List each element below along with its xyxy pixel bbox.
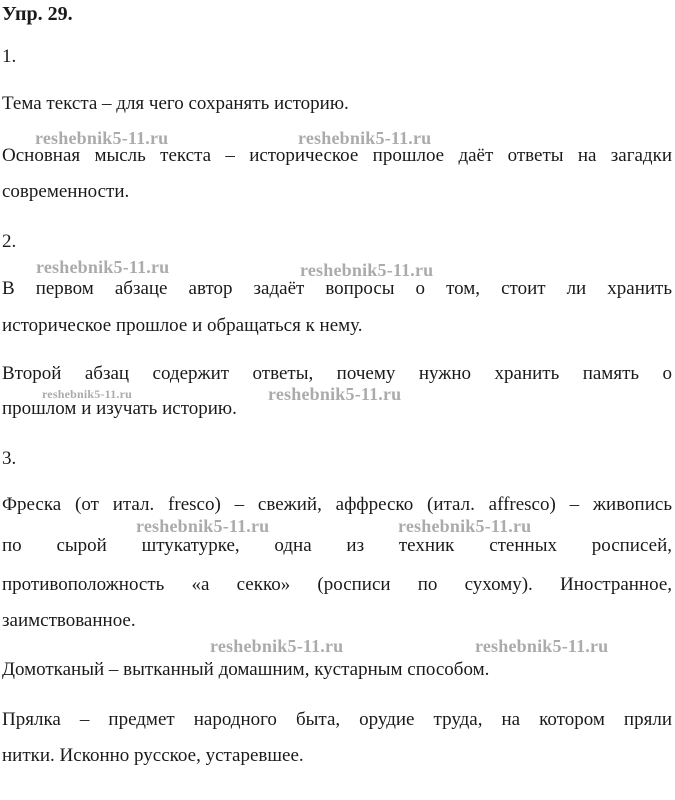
text-line: противоположность «а секко» (росписи по сухому). Иностранное, (2, 574, 672, 595)
text-line: по сырой штукатурке, одна из техник стенных росписей, (2, 535, 672, 556)
section-number: 1. (2, 46, 17, 67)
section-number: 2. (2, 231, 17, 252)
text-line: прошлом и изучать историю. (2, 398, 237, 419)
watermark-text: reshebnik5-11.ru (475, 636, 609, 656)
watermark-text: reshebnik5-11.ru (298, 128, 432, 148)
watermark-text: reshebnik5-11.ru (300, 260, 434, 280)
text-line: Фреска (от итал. fresco) – свежий, аффреско (итал. affresco) – живопись (2, 494, 672, 515)
text-line: Домотканый – вытканный домашним, кустарным способом. (2, 659, 490, 680)
watermark-text: reshebnik5-11.ru (42, 387, 132, 401)
text-line: современности. (2, 181, 130, 202)
text-line: Тема текста – для чего сохранять историю. (2, 93, 349, 114)
watermark-text: reshebnik5-11.ru (210, 636, 344, 656)
exercise-title: Упр. 29. (2, 3, 73, 25)
text-line: Второй абзац содержит ответы, почему нужно хранить память о (2, 363, 672, 384)
text-line: заимствованное. (2, 610, 136, 631)
watermark-text: reshebnik5-11.ru (35, 128, 169, 148)
watermark-text: reshebnik5-11.ru (398, 516, 532, 536)
watermark-text: reshebnik5-11.ru (268, 384, 402, 404)
text-line: В первом абзаце автор задаёт вопросы о том, стоит ли хранить (2, 278, 672, 299)
watermark-text: reshebnik5-11.ru (136, 516, 270, 536)
text-line: нитки. Исконно русское, устаревшее. (2, 745, 304, 766)
section-number: 3. (2, 448, 17, 469)
text-line: Прялка – предмет народного быта, орудие труда, на котором пряли (2, 709, 672, 730)
text-line: историческое прошлое и обращаться к нему. (2, 315, 363, 336)
text-line: Основная мысль текста – историческое прошлое даёт ответы на загадки (2, 145, 672, 166)
watermark-text: reshebnik5-11.ru (36, 257, 170, 277)
